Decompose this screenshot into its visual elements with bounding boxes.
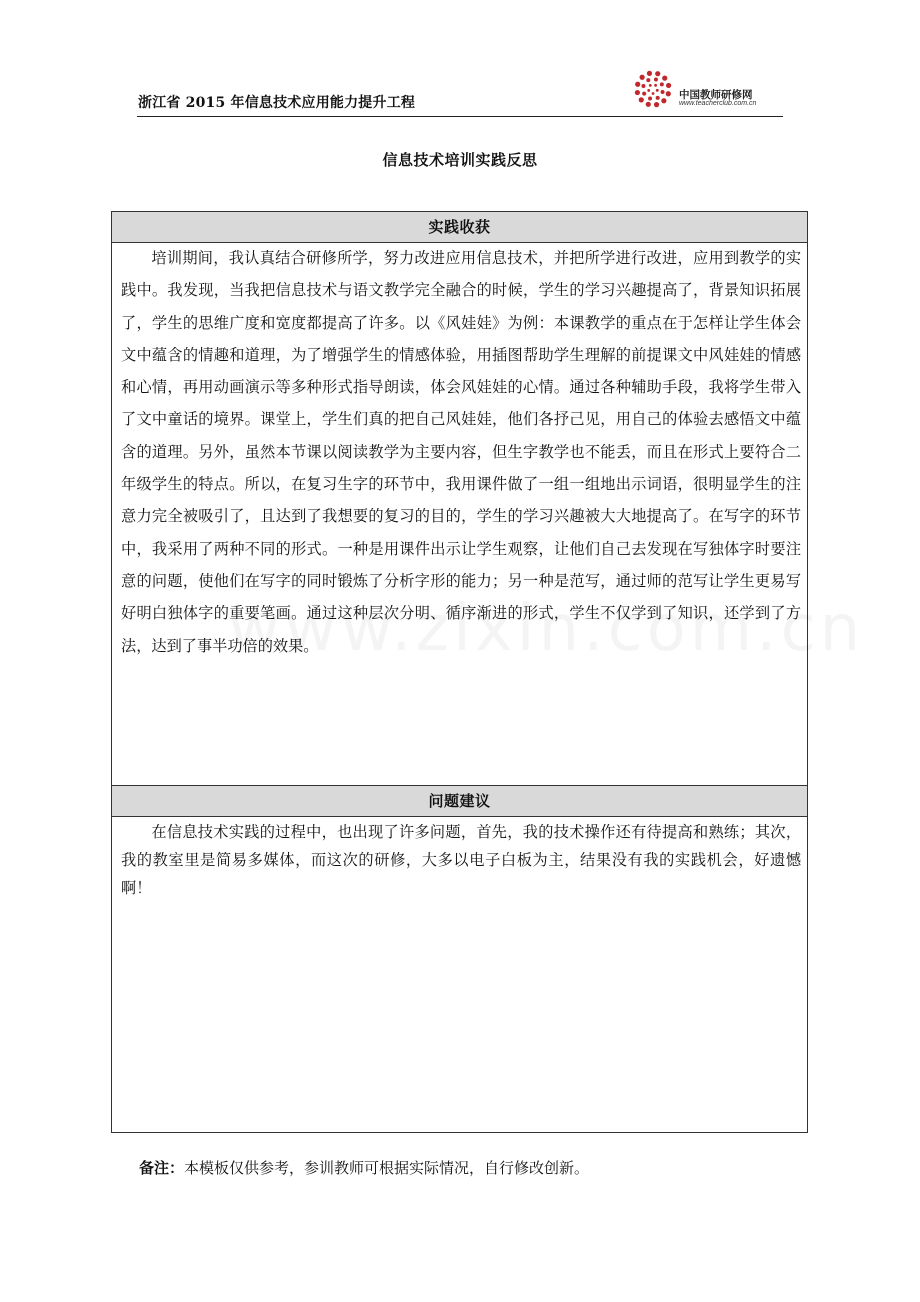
logo-dot (647, 71, 652, 76)
section-heading-practice-gains: 实践收获 (112, 212, 807, 243)
logo-dot (661, 98, 666, 103)
page-header (137, 64, 783, 117)
logo-dot (656, 89, 659, 92)
logo-dot (654, 102, 659, 107)
logo-dot (648, 97, 652, 101)
section-heading-issues-suggestions: 问题建议 (112, 785, 807, 817)
logo-dot (666, 91, 671, 96)
logo-dot (646, 78, 650, 82)
logo-dot (656, 96, 660, 100)
logo-dot (661, 90, 665, 94)
logo-dot (662, 76, 667, 81)
section-body-practice-gains: 培训期间，我认真结合研修所学，努力改进应用信息技术，并把所学进行改进，应用到教学的实践中。我发现，当我把信息技术与语文教学完全融合的时候，学生的学习兴趣提高了，背景知识拓展了，学生的思维广度和宽度都提高了许多。以《风娃娃》为例：本课教学的重点在于怎样让学生体会文中蕴含的情趣和道理，为了增强学生的情感体验，用插图帮助学生理解的前提课文中风娃娃的情感和心情，再用动画演示等多种形式指导朗读，体会风娃娃的心情。通过各种辅助手段，我将学生带入了文中童话的境界。课堂上，学生们真的把自己风娃娃，他们各抒己见，用自己的体验去感悟文中蕴含的道理。另外，虽然本节课以阅读教学为主要内容，但生字教学也不能丢，而且在形式上要符合二年级学生的特点。所以，在复习生字的环节中，我用课件做了一组一组地出示词语，很明显学生的注意力完全被吸引了，且达到了我想要的复习的目的，学生的学习兴趣被大大地提高了。在写字的环节中，我采用了两种不同的形式。一种是用课件出示让学生观察，让他们自己去发现在写独体字时要注意的问题，使他们在写字的同时锻炼了分析字形的能力；另一种是范写，通过师的范写让学生更易写好明白独体字的重要笔画。通过这种层次分明、循序渐进的形式，学生不仅学到了知识，还学到了方法，达到了事半功倍的效果。 (121, 249, 801, 655)
teacherclub-logo-icon (629, 68, 677, 110)
logo-dot (642, 92, 646, 96)
logo-dot (646, 102, 651, 107)
note-label: 备注： (139, 1159, 185, 1177)
logo-dot (666, 83, 671, 88)
logo-dot (655, 71, 660, 76)
logo-dot (641, 84, 645, 88)
logo-name: 中国教师研修网 (679, 89, 753, 101)
logo-dot (635, 82, 640, 87)
logo-dot (652, 92, 655, 95)
logo-dot (654, 84, 657, 87)
reflection-form-table (111, 211, 808, 1133)
footer-note (139, 1157, 589, 1178)
note-text: 本模板仅供参考，参训教师可根据实际情况，自行修改创新。 (184, 1159, 590, 1177)
logo-dot (640, 75, 645, 80)
logo-dot (660, 82, 664, 86)
header-title: 浙江省 2015 年信息技术应用能力提升工程 (138, 95, 416, 111)
document-title: 信息技术培训实践反思 (382, 151, 538, 169)
logo-dot (647, 89, 650, 92)
logo-dot (639, 97, 644, 102)
logo-dot (654, 77, 658, 81)
logo-dot (649, 84, 652, 87)
teacherclub-logo (629, 68, 779, 110)
logo-url: www.teacherclub.com.cn (679, 100, 757, 107)
logo-dot (635, 90, 640, 95)
section-body-issues-suggestions: 在信息技术实践的过程中，也出现了许多问题，首先，我的技术操作还有待提高和熟练；其次，我的教室里是简易多媒体，而这次的研修，大多以电子白板为主，结果没有我的实践机会，好遗憾啊！ (121, 823, 801, 897)
